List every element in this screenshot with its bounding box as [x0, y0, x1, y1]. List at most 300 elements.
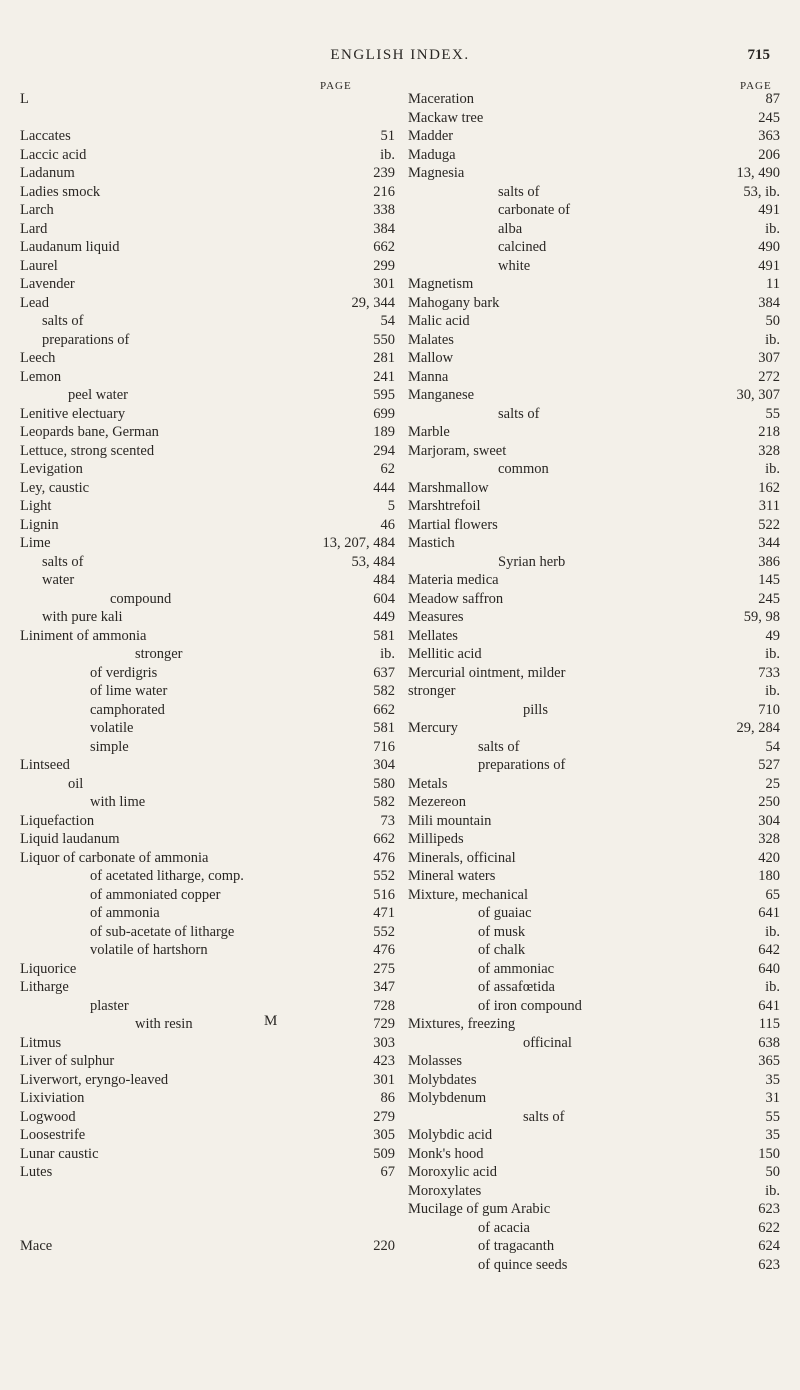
index-page-ref: ib.	[765, 461, 780, 477]
section-letter-m: M	[264, 1013, 278, 1029]
index-page-ref: 582	[373, 683, 395, 699]
index-page-ref: 420	[758, 849, 780, 866]
index-term: carbonate of	[498, 202, 571, 218]
index-page-ref: 733	[758, 664, 780, 681]
index-entry	[20, 1071, 395, 1090]
index-page-ref: 54	[380, 313, 395, 329]
index-page-ref: 637	[373, 664, 395, 681]
index-entry	[20, 1034, 395, 1053]
index-page-ref: ib.	[765, 220, 780, 237]
index-term: Martial flowers	[408, 516, 498, 533]
index-entry	[408, 1089, 780, 1108]
index-term: with resin	[135, 1016, 193, 1032]
index-page-ref: 622	[758, 1219, 780, 1236]
index-entry	[20, 312, 395, 331]
index-page-ref: 347	[373, 979, 395, 995]
index-page-ref: 86	[380, 1090, 395, 1106]
index-page-ref: 67	[380, 1164, 395, 1180]
index-page-ref: 623	[758, 1256, 780, 1273]
index-term: Laurel	[20, 257, 58, 274]
index-term: Minerals, officinal	[408, 849, 516, 866]
index-entry	[20, 183, 395, 202]
index-page-ref: 53, 484	[351, 553, 395, 570]
index-entry	[408, 886, 780, 905]
index-page-ref: 444	[373, 479, 395, 496]
index-page-ref: 11	[766, 276, 780, 292]
index-entry	[20, 645, 395, 664]
index-entry	[20, 497, 395, 516]
index-term: Mercury	[408, 720, 458, 736]
index-entry	[408, 331, 780, 350]
index-entry	[20, 442, 395, 461]
index-entry	[20, 923, 395, 942]
index-entry	[20, 368, 395, 387]
index-term: water	[42, 572, 75, 588]
index-term: Malic acid	[408, 313, 470, 329]
index-page-ref: 145	[758, 572, 780, 588]
index-term: camphorated	[90, 701, 165, 718]
left-index-column	[20, 90, 395, 1256]
index-entry	[20, 257, 395, 276]
index-term: Lettuce, strong scented	[20, 442, 155, 459]
index-page-ref: 50	[765, 1164, 780, 1180]
index-page-ref: 35	[765, 1071, 780, 1088]
index-page-ref: 30, 307	[736, 387, 780, 403]
left-page-column-label: PAGE	[320, 80, 352, 92]
index-page-ref: 299	[373, 257, 395, 274]
index-term: preparations of	[478, 757, 566, 773]
index-page-ref: 250	[758, 794, 780, 810]
index-page-ref: 638	[758, 1034, 780, 1051]
index-entry	[408, 386, 780, 405]
index-entry	[408, 1126, 780, 1145]
index-page-ref: ib.	[765, 646, 780, 662]
index-page-ref: 580	[373, 775, 395, 792]
index-entry	[20, 386, 395, 405]
index-entry	[408, 664, 780, 683]
index-term: Monk's hood	[408, 1145, 484, 1162]
index-entry	[408, 534, 780, 553]
index-page-ref: 115	[758, 1016, 780, 1032]
index-page-ref: 662	[373, 239, 395, 255]
index-page-ref: 527	[758, 757, 780, 773]
index-term: of chalk	[478, 942, 526, 958]
index-entry	[20, 608, 395, 627]
index-term: Materia medica	[408, 572, 499, 588]
index-page-ref: 550	[373, 331, 395, 348]
index-page-ref: ib.	[765, 923, 780, 940]
index-page-ref: 239	[373, 165, 395, 181]
index-entry	[20, 756, 395, 775]
index-page-ref: 245	[758, 109, 780, 126]
index-entry	[20, 1108, 395, 1127]
index-entry	[20, 1089, 395, 1108]
index-entry	[20, 331, 395, 350]
index-term: Lard	[20, 220, 48, 237]
index-page-ref: 582	[373, 794, 395, 810]
index-term: Liquorice	[20, 960, 77, 977]
index-term: Liniment of ammonia	[20, 627, 147, 644]
index-entry	[408, 553, 780, 572]
index-page-ref: 218	[758, 424, 780, 440]
index-page-ref: 13, 207, 484	[322, 535, 395, 551]
index-page-ref: 87	[765, 91, 780, 107]
index-page-ref: 25	[765, 775, 780, 792]
index-page-ref: ib.	[380, 646, 395, 662]
index-term: Logwood	[20, 1108, 76, 1125]
index-term: calcined	[498, 239, 547, 255]
index-entry	[408, 1034, 780, 1053]
index-entry	[408, 1052, 780, 1071]
index-page-ref: 50	[765, 313, 780, 329]
index-page-ref: 363	[758, 128, 780, 144]
index-page-ref: 728	[373, 997, 395, 1014]
index-term: Manganese	[408, 387, 475, 403]
index-term: Mackaw tree	[408, 109, 484, 126]
index-entry	[408, 849, 780, 868]
index-term: of ammoniac	[478, 960, 555, 977]
index-entry	[408, 960, 780, 979]
index-entry	[408, 775, 780, 794]
index-page-ref: 384	[758, 294, 780, 311]
index-page-ref: 604	[373, 590, 395, 607]
index-entry	[20, 1163, 395, 1182]
index-page-ref: 581	[373, 627, 395, 644]
index-term: Metals	[408, 775, 448, 792]
index-term: of sub-acetate of litharge	[90, 923, 235, 940]
index-term: salts of	[42, 313, 84, 329]
index-page-ref: 55	[765, 1108, 780, 1125]
index-entry	[20, 812, 395, 831]
index-term: Mace	[20, 1238, 53, 1254]
index-page-ref: 476	[373, 942, 395, 958]
index-term: Moroxylic acid	[408, 1164, 497, 1180]
index-entry	[408, 238, 780, 257]
index-term: Malates	[408, 331, 454, 348]
index-term: of ammonia	[90, 905, 160, 921]
index-term: with lime	[90, 794, 146, 810]
index-page-ref: 311	[758, 498, 780, 514]
index-entry	[408, 1200, 780, 1219]
index-term: salts of	[478, 738, 520, 755]
index-entry	[408, 1219, 780, 1238]
index-entry	[408, 460, 780, 479]
index-entry	[20, 701, 395, 720]
index-page-ref: 245	[758, 590, 780, 607]
index-term: compound	[110, 590, 172, 607]
index-entry	[408, 1256, 780, 1275]
index-entry	[20, 164, 395, 183]
index-term: Mixtures, freezing	[408, 1016, 516, 1032]
index-term: Laccates	[20, 128, 71, 144]
index-page-ref: 54	[765, 738, 780, 755]
index-term: Molasses	[408, 1053, 462, 1069]
index-entry	[20, 423, 395, 442]
index-page-ref: 642	[758, 942, 780, 958]
index-page-ref: 189	[373, 424, 395, 440]
index-term: Syrian herb	[498, 553, 566, 570]
index-page-ref: ib.	[765, 331, 780, 348]
index-term: Liquor of carbonate of ammonia	[20, 849, 209, 866]
index-term: salts of	[42, 553, 84, 570]
index-term: volatile	[90, 720, 134, 736]
index-term: Molybdates	[408, 1071, 477, 1088]
index-term: of lime water	[90, 683, 168, 699]
index-page-ref: 640	[758, 960, 780, 977]
index-entry	[20, 849, 395, 868]
index-term: of quince seeds	[478, 1256, 568, 1273]
index-term: of ammoniated copper	[90, 886, 221, 903]
index-entry	[20, 775, 395, 794]
index-entry	[408, 497, 780, 516]
index-term: officinal	[523, 1034, 572, 1051]
index-entry	[20, 867, 395, 886]
index-entry	[20, 682, 395, 701]
index-page-ref: 29, 344	[351, 294, 395, 311]
index-page-ref: 716	[373, 738, 395, 755]
index-entry	[408, 479, 780, 498]
index-entry	[20, 1126, 395, 1145]
index-page-ref: ib.	[765, 1182, 780, 1199]
index-entry	[20, 1237, 395, 1256]
index-entry	[20, 830, 395, 849]
index-page-ref: 552	[373, 923, 395, 940]
index-entry	[20, 1182, 395, 1201]
index-page-ref: 275	[373, 960, 395, 977]
index-term: of acacia	[478, 1219, 530, 1236]
index-entry	[20, 516, 395, 535]
index-entry	[408, 867, 780, 886]
index-term: Lime	[20, 535, 51, 551]
index-page-ref: 307	[758, 350, 780, 366]
index-page-ref: 35	[765, 1127, 780, 1143]
index-entry	[408, 90, 780, 109]
index-entry	[408, 127, 780, 146]
index-page-ref: 328	[758, 442, 780, 459]
index-entry	[20, 627, 395, 646]
index-page-ref: 344	[758, 535, 780, 551]
index-page-ref: ib.	[380, 146, 395, 163]
index-entry	[408, 812, 780, 831]
index-page-ref: 65	[765, 886, 780, 903]
index-page-ref: 552	[373, 868, 395, 884]
index-entry	[408, 645, 780, 664]
index-entry	[20, 738, 395, 757]
index-term: Maceration	[408, 91, 475, 107]
index-page-ref: 662	[373, 831, 395, 847]
index-entry	[20, 590, 395, 609]
index-entry	[20, 997, 395, 1016]
index-entry	[408, 738, 780, 757]
index-entry	[408, 1182, 780, 1201]
index-page-ref: 304	[373, 757, 395, 773]
index-page-ref: 641	[758, 905, 780, 921]
index-term: with pure kali	[42, 609, 123, 625]
index-entry	[408, 997, 780, 1016]
index-entry	[20, 349, 395, 368]
index-term: salts of	[498, 183, 540, 200]
index-term: Litharge	[20, 979, 69, 995]
index-term: Leech	[20, 350, 56, 366]
index-entry	[20, 109, 395, 128]
index-term: volatile of hartshorn	[90, 942, 208, 958]
index-term: Manna	[408, 368, 449, 385]
index-term: salts of	[523, 1108, 565, 1125]
index-page-ref: 73	[380, 812, 395, 829]
index-entry	[408, 1015, 780, 1034]
index-entry	[408, 201, 780, 220]
index-entry	[20, 571, 395, 590]
index-term: Ley, caustic	[20, 479, 90, 496]
index-term: stronger	[135, 646, 183, 662]
index-page-ref: 581	[373, 720, 395, 736]
index-term: Magnesia	[408, 165, 465, 181]
index-entry	[20, 1219, 395, 1238]
index-entry	[408, 423, 780, 442]
index-page-ref: 423	[373, 1053, 395, 1069]
index-entry	[20, 719, 395, 738]
index-page-ref: 699	[373, 405, 395, 422]
index-term: Mellates	[408, 627, 458, 644]
index-term: pills	[523, 701, 548, 718]
index-term: plaster	[90, 997, 129, 1014]
index-term: of tragacanth	[478, 1238, 555, 1254]
index-page-ref: 484	[373, 572, 395, 588]
index-term: Meadow saffron	[408, 590, 504, 607]
index-term: Molybdic acid	[408, 1127, 493, 1143]
index-entry	[408, 590, 780, 609]
index-term: oil	[68, 775, 84, 792]
index-page-ref: ib.	[765, 979, 780, 995]
index-term: salts of	[498, 405, 540, 422]
index-entry	[20, 220, 395, 239]
index-page-ref: 46	[380, 516, 395, 533]
index-page-ref: 301	[373, 1071, 395, 1088]
index-entry	[20, 479, 395, 498]
index-page-ref: 49	[765, 627, 780, 644]
index-page-ref: 51	[380, 128, 395, 144]
index-term: of assafœtida	[478, 979, 555, 995]
index-entry	[20, 405, 395, 424]
index-entry	[408, 608, 780, 627]
index-term: Millipeds	[408, 831, 464, 847]
index-entry	[408, 109, 780, 128]
index-term: Mercurial ointment, milder	[408, 664, 566, 681]
index-entry	[408, 516, 780, 535]
right-page-column-label: PAGE	[740, 80, 772, 92]
index-term: Liquefaction	[20, 812, 95, 829]
index-term: Mixture, mechanical	[408, 886, 528, 903]
index-entry	[408, 978, 780, 997]
index-term: Lenitive electuary	[20, 405, 126, 422]
index-entry	[408, 682, 780, 701]
index-entry	[408, 275, 780, 294]
index-page-ref: 31	[765, 1090, 780, 1106]
index-entry	[408, 183, 780, 202]
index-page-ref: 490	[758, 239, 780, 255]
index-entry	[408, 368, 780, 387]
index-page-ref: 62	[380, 461, 395, 477]
index-entry	[20, 1145, 395, 1164]
index-entry	[408, 146, 780, 165]
index-entry	[408, 1071, 780, 1090]
index-entry	[20, 1015, 395, 1034]
index-page-ref: 338	[373, 202, 395, 218]
index-page-ref: 365	[758, 1053, 780, 1069]
right-index-column	[408, 90, 780, 1274]
index-entry	[20, 960, 395, 979]
index-entry	[408, 1108, 780, 1127]
index-term: of acetated litharge, comp.	[90, 868, 244, 884]
index-entry	[20, 941, 395, 960]
index-page-ref: 301	[373, 276, 395, 292]
index-term: Mineral waters	[408, 868, 496, 884]
index-entry	[408, 793, 780, 812]
index-entry	[408, 904, 780, 923]
index-term: Madder	[408, 128, 454, 144]
index-entry	[408, 627, 780, 646]
index-entry	[408, 1163, 780, 1182]
index-page-ref: ib.	[765, 683, 780, 699]
index-page-ref: 59, 98	[743, 609, 780, 625]
index-entry	[408, 257, 780, 276]
index-entry	[20, 275, 395, 294]
index-page-ref: 522	[758, 516, 780, 533]
index-page-ref: 710	[758, 701, 780, 718]
index-term: Mili mountain	[408, 812, 492, 829]
index-page-ref: 384	[373, 220, 395, 237]
index-term: Moroxylates	[408, 1182, 482, 1199]
index-term: simple	[90, 738, 129, 755]
index-entry	[20, 793, 395, 812]
index-term: Laccic acid	[20, 146, 87, 163]
index-term: Levigation	[20, 461, 83, 477]
index-entry	[408, 1237, 780, 1256]
index-term: Marble	[408, 424, 450, 440]
index-term: peel water	[68, 387, 128, 403]
index-term: Liquid laudanum	[20, 831, 120, 847]
index-term: Molybdenum	[408, 1090, 487, 1106]
index-entry	[408, 220, 780, 239]
index-entry	[408, 294, 780, 313]
index-page-ref: 220	[373, 1238, 395, 1254]
index-term: Marshtrefoil	[408, 498, 481, 514]
index-page-ref: 476	[373, 849, 395, 866]
index-entry	[20, 978, 395, 997]
index-term: Larch	[20, 202, 54, 218]
index-term: white	[498, 257, 531, 274]
index-entry	[20, 294, 395, 313]
index-entry	[408, 830, 780, 849]
index-term: Laudanum liquid	[20, 239, 120, 255]
index-page-ref: 386	[758, 553, 780, 570]
index-entry	[408, 756, 780, 775]
index-term: Litmus	[20, 1034, 62, 1051]
index-entry	[408, 719, 780, 738]
index-entry	[408, 941, 780, 960]
index-page-ref: 471	[373, 905, 395, 921]
index-entry	[408, 923, 780, 942]
index-page-ref: 449	[373, 609, 395, 625]
index-page-ref: 729	[373, 1016, 395, 1032]
index-entry	[20, 1200, 395, 1219]
index-term: common	[498, 461, 549, 477]
index-term: Lemon	[20, 368, 62, 385]
index-term: Lintseed	[20, 757, 70, 773]
index-page-ref: 55	[765, 405, 780, 422]
index-term: Mallow	[408, 350, 454, 366]
index-term: Marjoram, sweet	[408, 442, 507, 459]
